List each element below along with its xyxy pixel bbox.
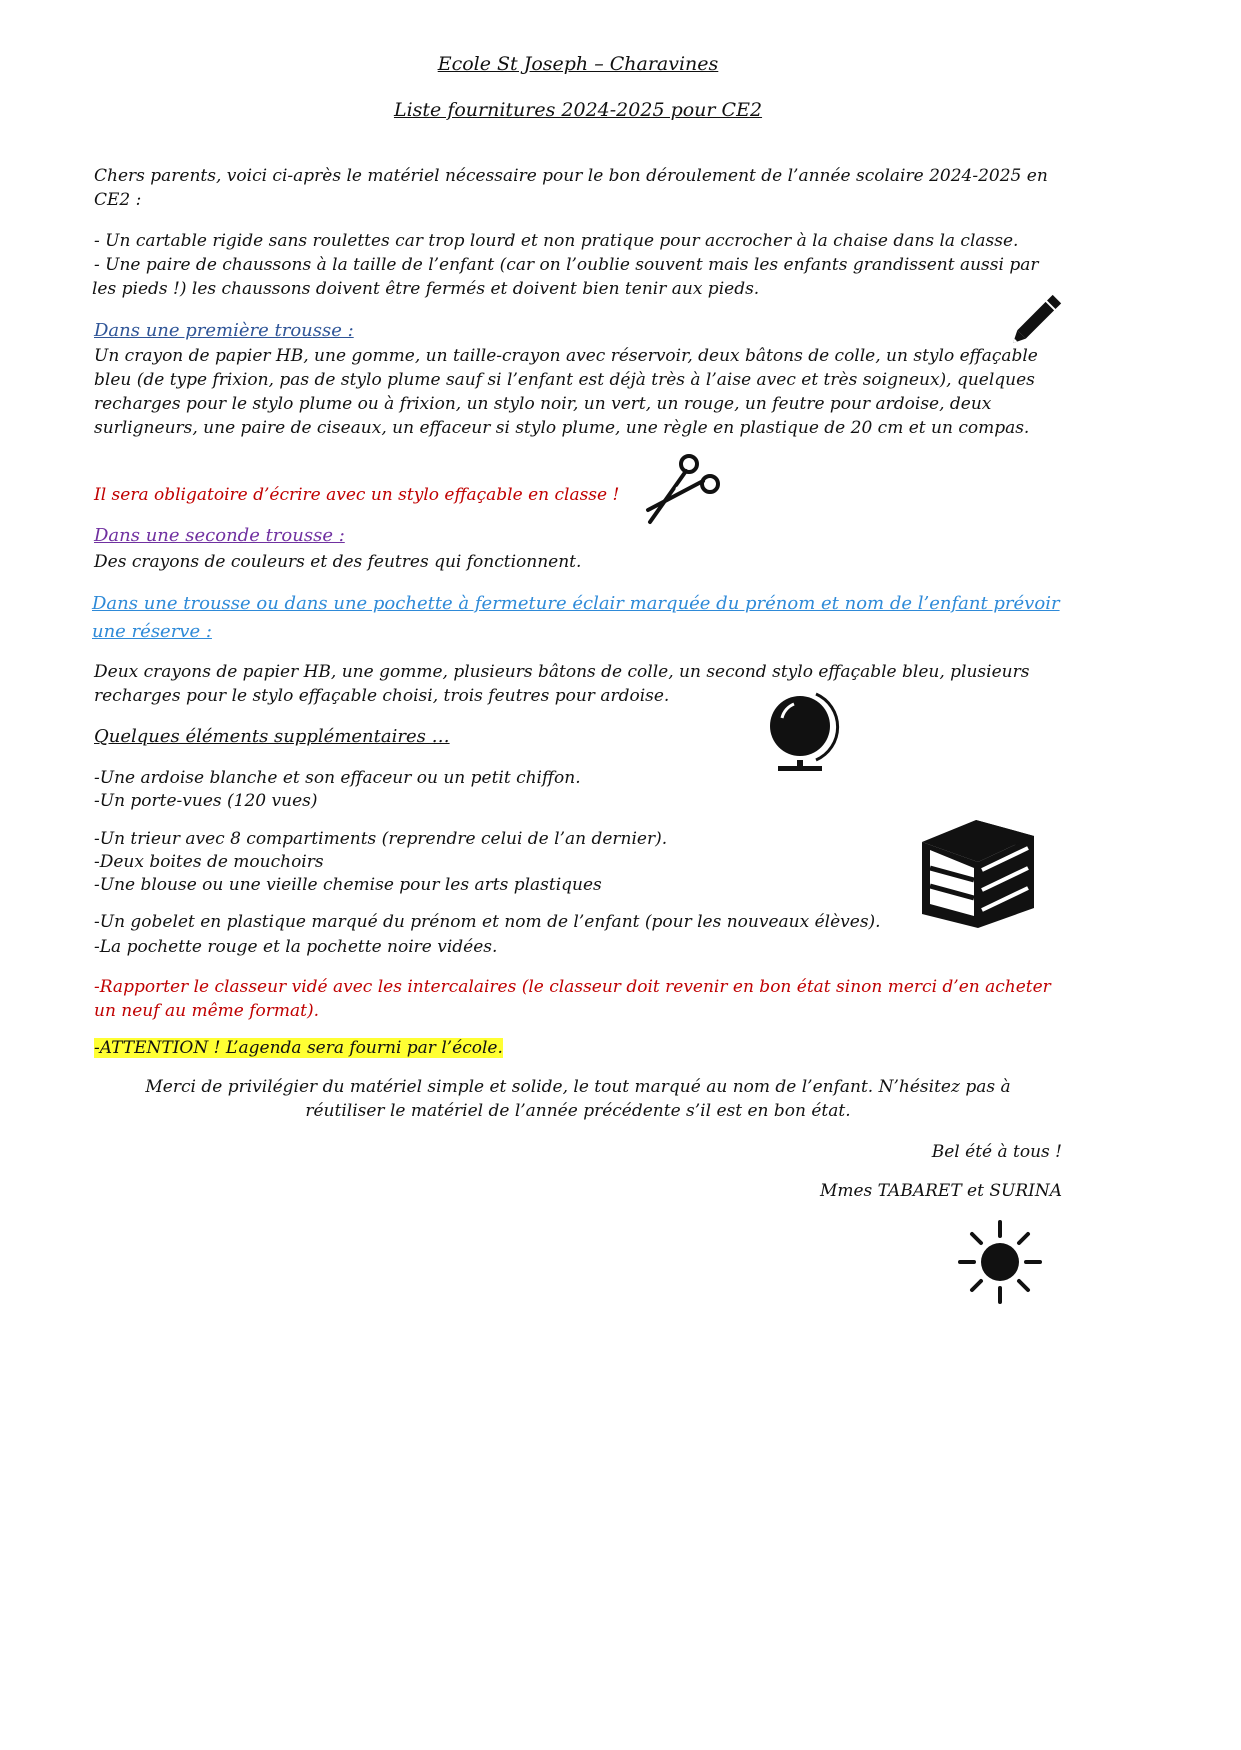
extras-item: -Un gobelet en plastique marqué du prénom et nom de l’enfant (pour les nouveaux élèves). (94, 912, 881, 932)
extras-item: -Un trieur avec 8 compartiments (reprendre celui de l’an dernier). (94, 829, 668, 849)
closing-wish: Bel été à tous ! (931, 1142, 1062, 1162)
first-case-heading: Dans une première trousse : (94, 320, 354, 341)
list-title: Liste fournitures 2024-2025 pour CE2 (393, 99, 763, 121)
mandatory-note: Il sera obligatoire d’écrire avec un stylo effaçable en classe ! (94, 485, 620, 505)
extras-item: -Un porte-vues (120 vues) (94, 791, 318, 811)
closing-thanks: Merci de privilégier du matériel simple et solide, le tout marqué au nom de l’enfant. N’hésitez pas à réutiliser le matériel de l’année précédente s’il est en bon état. (145, 1077, 1011, 1121)
reserve-text: Deux crayons de papier HB, une gomme, plusieurs bâtons de colle, un second stylo effaçable bleu, plusieurs recharges pour le stylo effaçable choisi, trois feutres pour ardoise. (94, 662, 1030, 706)
extras-item: -La pochette rouge et la pochette noire vidées. (94, 937, 498, 957)
extras-item: -Deux boites de mouchoirs (94, 852, 324, 872)
school-title: Ecole St Joseph – Charavines (437, 53, 719, 75)
second-case-text: Des crayons de couleurs et des feutres qui fonctionnent. (94, 552, 582, 572)
scissors-icon (644, 452, 724, 528)
general-item: - Un cartable rigide sans roulettes car trop lourd et non pratique pour accrocher à la chaise dans la classe. (94, 231, 1019, 251)
intro-paragraph: Chers parents, voici ci-après le matériel nécessaire pour le bon déroulement de l’année scolaire 2024-2025 en CE2 : (94, 166, 1048, 210)
sun-icon (958, 1220, 1042, 1304)
binder-note: -Rapporter le classeur vidé avec les intercalaires (le classeur doit revenir en bon état sinon merci d’en acheter un neuf au même format). (94, 977, 1051, 1021)
general-item: - Une paire de chaussons à la taille de l’enfant (car on l’oublie souvent mais les enfants grandissent aussi par les pieds !) les chaussons doivent être fermés et doivent bien tenir aux pieds. (92, 255, 1039, 299)
extras-heading: Quelques éléments supplémentaires … (94, 726, 450, 747)
first-case-text: Un crayon de papier HB, une gomme, un taille-crayon avec réservoir, deux bâtons de colle, un stylo effaçable bleu (de type frixion, pas de stylo plume sauf si l’enfant est déjà très à l’aise avec et très soigneux), quelques recharges pour le stylo plume ou à frixion, un stylo noir, un vert, un rouge, un feutre pour ardoise, deux surligneurs, une paire de ciseaux, un effaceur si stylo plume, une règle en plastique de 20 cm et un compas. (94, 346, 1038, 438)
signature: Mmes TABARET et SURINA (819, 1181, 1062, 1201)
second-case-heading: Dans une seconde trousse : (94, 525, 345, 546)
pencil-icon (1002, 290, 1068, 352)
extras-item: -Une ardoise blanche et son effaceur ou un petit chiffon. (94, 768, 581, 788)
globe-icon (764, 688, 840, 774)
books-icon (916, 816, 1040, 932)
reserve-heading: Dans une trousse ou dans une pochette à fermeture éclair marquée du prénom et nom de l’enfant prévoir une réserve : (92, 593, 1060, 642)
attention-note: -ATTENTION ! L’agenda sera fourni par l’école. (94, 1038, 503, 1058)
extras-item: -Une blouse ou une vieille chemise pour les arts plastiques (94, 875, 602, 895)
